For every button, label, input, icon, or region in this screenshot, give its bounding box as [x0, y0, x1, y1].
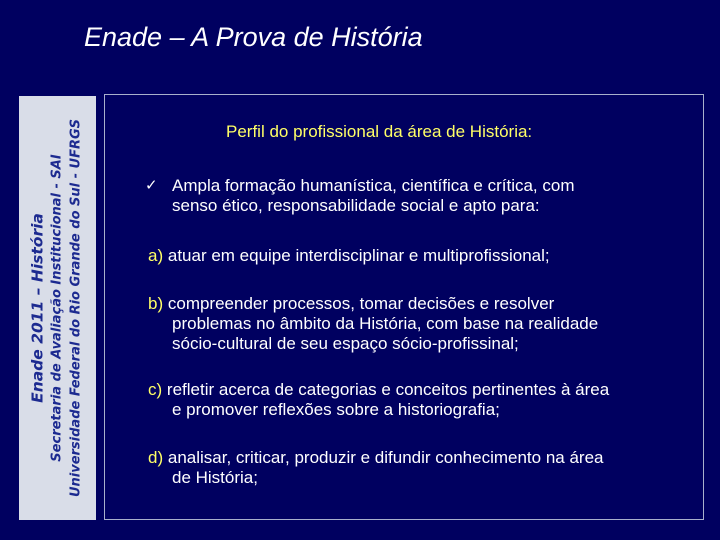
- item-line: atuar em equipe interdisciplinar e multiprofissional;: [167, 246, 550, 265]
- sidebar-line-university: Universidade Federal do Rio Grande do Sul - UFRGS: [68, 118, 84, 498]
- sidebar-strip: [19, 96, 96, 520]
- item-line: compreender processos, tomar decisões e resolver: [167, 294, 555, 313]
- item-line: de História;: [172, 468, 258, 487]
- item-prefix: b): [148, 294, 164, 313]
- checkmark-icon: ✓: [145, 177, 158, 194]
- list-item-b: [148, 294, 598, 354]
- sidebar-line-secretariat: Secretaria de Avaliação Institucional - SAI: [49, 154, 65, 462]
- item-line: e promover reflexões sobre a historiografia;: [172, 400, 500, 419]
- item-line: problemas no âmbito da História, com base na realidade: [172, 314, 599, 333]
- item-prefix: d): [148, 448, 164, 467]
- item-line: refletir acerca de categorias e conceitos pertinentes à área: [166, 380, 610, 399]
- content-heading: Perfil do profissional da área de História:: [226, 122, 533, 141]
- item-line: analisar, criticar, produzir e difundir conhecimento na área: [167, 448, 604, 467]
- sidebar-text: [29, 119, 86, 497]
- list-item-c: [148, 380, 609, 420]
- slide-title: Enade – A Prova de História: [84, 22, 423, 52]
- list-item-d: [148, 448, 603, 488]
- intro-line: Ampla formação humanística, científica e crítica, com: [172, 176, 575, 195]
- item-line: sócio-cultural de seu espaço sócio-profissinal;: [172, 334, 519, 353]
- item-prefix: c): [148, 380, 163, 399]
- item-prefix: a): [148, 246, 164, 265]
- intro-line: senso ético, responsabilidade social e apto para:: [172, 196, 540, 215]
- intro-text: [172, 176, 575, 216]
- sidebar-line-course: Enade 2011 – História: [28, 213, 47, 403]
- list-item-a: [148, 246, 550, 266]
